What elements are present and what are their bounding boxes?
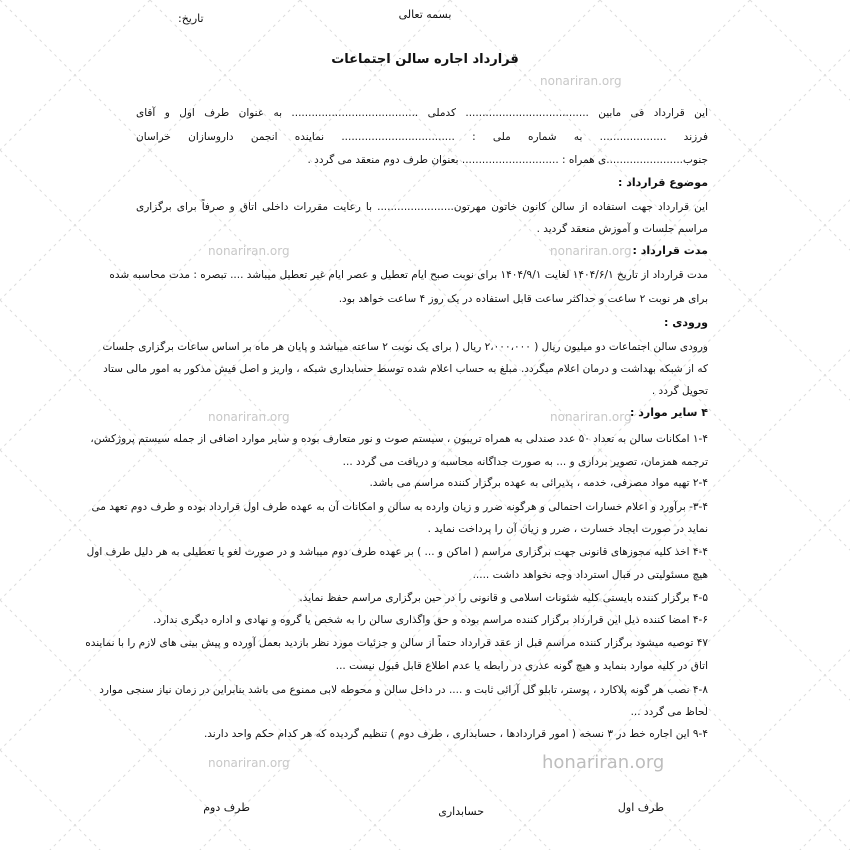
subject-line-2: مراسم جلسات و آموزش منعقد گردید .	[536, 223, 708, 235]
clause-4-1-line-2: ترجمه همزمان، تصویر برداری و ... به صورت جداگانه محاسبه و دریافت می گردد ...	[342, 456, 708, 468]
signature-accounting: حسابداری	[438, 805, 484, 818]
page-title: قرارداد اجاره سالن اجتماعات	[331, 52, 519, 67]
fee-line-3: تحویل گردد .	[651, 385, 708, 397]
section-heading-other: ۴ سایر موارد :	[630, 406, 708, 419]
clause-4-6: ۴-۶ امضا کننده ذیل این قرارداد برگزار کننده مراسم بوده و حق واگذاری سالن را به شخص یا گروه و نهادی و اداره دیگری ندارد.	[153, 614, 708, 626]
signature-first-party: طرف اول	[617, 801, 664, 814]
signature-second-party: طرف دوم	[203, 801, 250, 814]
clause-4-3-line-2: نماید در صورت ایجاد خسارت ، ضرر و زیان آن را پرداخت نماید .	[427, 523, 708, 535]
clause-4-8-line-2: لحاظ می گردد ...	[630, 706, 708, 718]
clause-4-4-line-2: هیچ مسئولیتی در قبال استرداد وجه نخواهد داشت .....	[472, 569, 708, 581]
section-heading-duration: مدت قرارداد :	[632, 244, 708, 257]
watermark: nonariran.org	[208, 756, 290, 770]
clause-4-7-line-2: اتاق در کلیه موارد بنماید و هیچ گونه عذری در رابطه یا عدم اطلاع قابل قبول نیست ...	[335, 660, 708, 672]
basmala: بسمه تعالی	[398, 8, 452, 21]
clause-4-2: ۲-۴ تهیه مواد مصرفی، خدمه ، پذیرائی به عهده برگزار کننده مراسم می باشد.	[369, 477, 708, 489]
watermark: honariran.org	[542, 752, 665, 773]
fee-line-1: ورودی سالن اجتماعات دو میلیون ریال ( ۲،۰۰۰،۰۰۰ ریال ( برای یک نوبت ۲ ساعته میباشد و پایان هر ماه بر اساس ساعات برگزاری جلسات	[102, 341, 708, 353]
clause-4-3-line-1: ۳-۴- برآورد و اعلام خسارات احتمالی و هرگونه ضرر و زیان وارده به سالن و امکانات آن به عهده طرف اول قرارداد بوده و طرف دوم تعهد می	[91, 501, 708, 513]
clause-4-1-line-1: ۱-۴ امکانات سالن به تعداد ۵۰ عدد صندلی به همراه تریبون ، سیستم صوت و نور متعارف بوده و سایر موارد اضافی از جمله سیستم پروژکشن،	[90, 433, 708, 445]
intro-line-2: فرزند .................... به شماره ملی : .................................. نماینده انجمن داروسازان خراسان	[136, 131, 708, 143]
watermark: nonariran.org	[208, 244, 290, 258]
section-heading-subject: موضوع قرارداد :	[617, 176, 708, 189]
fee-line-2: که از شبکه بهداشت و درمان اعلام میگردد. مبلغ به حساب اعلام شده توسط حسابداری شبکه ، واریز و اصل فیش مذکور به امور مالی ستاد	[103, 363, 708, 375]
date-label: تاریخ:	[178, 12, 204, 25]
clause-4-4-line-1: ۴-۴ اخذ کلیه مجوزهای قانونی جهت برگزاری مراسم ( اماکن و ... ) بر عهده طرف دوم میباشد و در صورت لغو یا تعطیلی به هر دلیل طرف اول	[86, 546, 708, 558]
clause-4-5: ۴-۵ برگزار کننده بایستی کلیه شئونات اسلامی و قانونی را در حین برگزاری مراسم حفظ نماید.	[299, 592, 708, 604]
section-heading-fee: ورودی :	[664, 316, 708, 329]
intro-line-1: این قرارداد فی مابین ..................................... کدملی ...................................... به عنوان طرف اول و آقای	[136, 107, 708, 119]
watermark: nonariran.org	[540, 74, 622, 88]
clause-4-9: ۹-۴ این اجاره خط در ۳ نسخه ( امور قراردادها ، حسابداری ، طرف دوم ) تنظیم گردیده که هر کدام حکم واحد دارند.	[203, 728, 708, 740]
watermark: nonariran.org	[550, 244, 632, 258]
duration-line-1: مدت قرارداد از تاریخ ۱۴۰۴/۶/۱ لغایت ۱۴۰۴/۹/۱ برای نوبت صبح ایام تعطیل و عصر ایام غیر تعطیل میباشد .... تبصره : مدت محاسبه شده	[109, 269, 708, 281]
watermark: nonariran.org	[208, 410, 290, 424]
intro-line-3: جنوب.......................ی همراه : ............................. بعنوان طرف دوم منعقد می گردد .	[307, 154, 708, 166]
watermark: nonariran.org	[550, 410, 632, 424]
subject-line-1: این قرارداد جهت استفاده از سالن کانون خاتون مهرتون....................... با رعایت مقررات داخلی اتاق و صرفاً برای برگزاری	[136, 201, 708, 213]
clause-4-8-line-1: ۴-۸ نصب هر گونه پلاکارد ، پوستر، تابلو گل آرائی ثابت و .... در داخل سالن و محوطه لابی ممنوع می باشد بنابراین در زمان نیاز سنجی موارد	[99, 684, 708, 696]
duration-line-2: برای هر نوبت ۲ ساعت و حداکثر ساعت قابل استفاده در یک روز ۴ ساعت خواهد بود.	[338, 293, 708, 305]
clause-4-7-line-1: ۴۷ توصیه میشود برگزار کننده مراسم قبل از عقد قرارداد حتماً از سالن و جزئیات مورد نظر بازدید بعمل آورده و پیش بینی های لازم را با نماینده	[85, 637, 708, 649]
